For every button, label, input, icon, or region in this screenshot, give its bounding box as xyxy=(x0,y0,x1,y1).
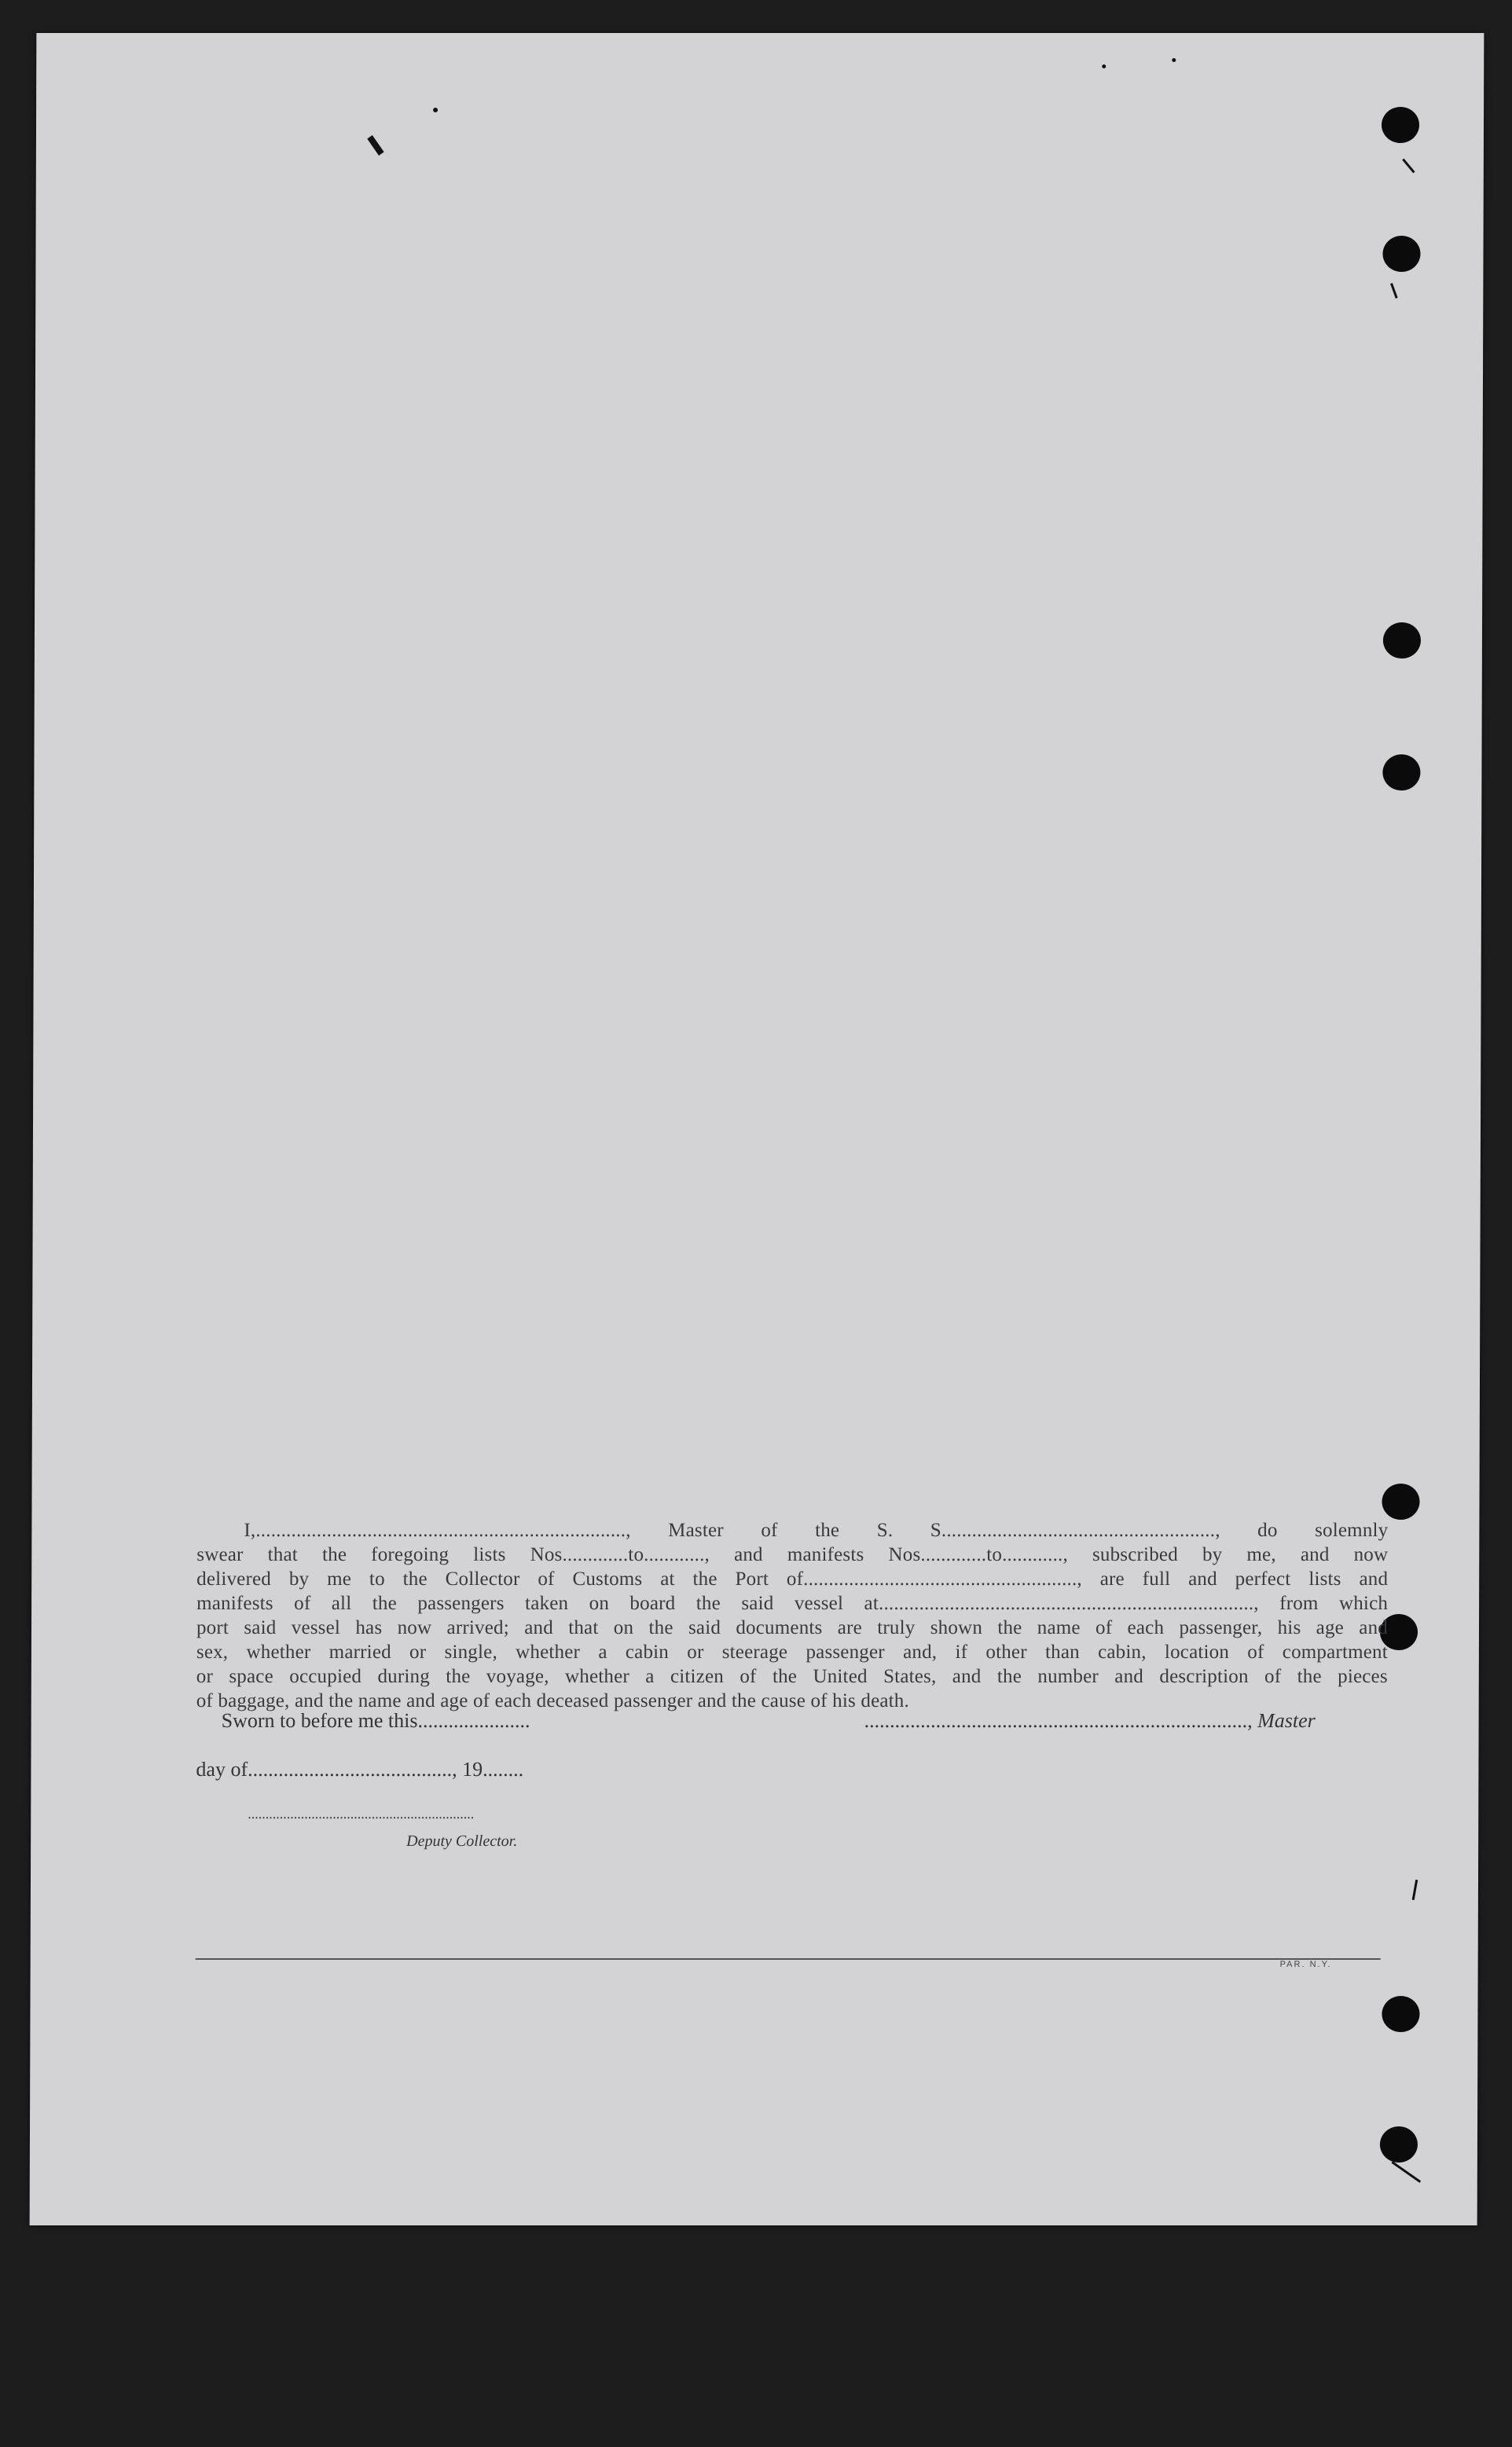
deputy-collector-label: Deputy Collector. xyxy=(406,1832,518,1850)
ink-mark xyxy=(367,135,384,156)
oath-line: of baggage, and the name and age of each deceased passenger and the cause of his death. xyxy=(196,1690,910,1711)
ink-mark xyxy=(1102,64,1106,68)
ink-mark xyxy=(1390,283,1398,299)
punch-hole xyxy=(1380,2126,1418,2163)
master-signature-line xyxy=(864,1709,1316,1733)
punch-hole xyxy=(1382,754,1420,791)
ink-mark xyxy=(1172,58,1176,62)
punch-hole xyxy=(1383,622,1421,659)
oath-line: port said vessel has now arrived; and that on the said documents are truly shown the name of each passenger, his age and xyxy=(196,1617,1389,1638)
punch-hole xyxy=(1382,107,1419,143)
oath-line: manifests of all the passengers taken on board the said vessel at.........................................................................., from which xyxy=(196,1593,1389,1614)
document-page xyxy=(30,33,1484,2225)
punch-hole xyxy=(1382,1484,1419,1520)
ink-mark xyxy=(1391,2161,1421,2183)
oath-line: sex, whether married or single, whether a cabin or steerage passenger and, if other than cabin, location of compartment xyxy=(196,1642,1388,1663)
horizontal-rule xyxy=(196,1958,1381,1960)
oath-paragraph xyxy=(196,1518,1389,1713)
oath-line: swear that the foregoing lists Nos.............to............, and manifests Nos.............to............, subscribed by me, and now xyxy=(196,1544,1389,1565)
collector-signature-line: ................................................................ xyxy=(248,1806,475,1821)
day-of-line: day of........................................, 19........ xyxy=(196,1758,524,1781)
oath-line: or space occupied during the voyage, whether a citizen of the United States, and the number and description of the pieces xyxy=(196,1666,1388,1687)
oath-line: I,........................................................................., Master of the S. S......................................................, do solemnly xyxy=(244,1520,1389,1541)
master-label: Master xyxy=(1257,1709,1316,1732)
punch-hole xyxy=(1382,1996,1419,2032)
sworn-before-line: Sworn to before me this...................... xyxy=(221,1709,530,1732)
ink-mark xyxy=(1412,1880,1418,1900)
printer-mark: PAR. N.Y. xyxy=(1279,1960,1332,1969)
oath-line: delivered by me to the Collector of Customs at the Port of......................................................, are full and perfect lists and xyxy=(196,1568,1389,1590)
ink-mark xyxy=(433,108,438,112)
ink-mark xyxy=(1402,159,1415,174)
master-dots: ..........................................................................., xyxy=(864,1709,1258,1732)
punch-hole xyxy=(1382,236,1420,272)
